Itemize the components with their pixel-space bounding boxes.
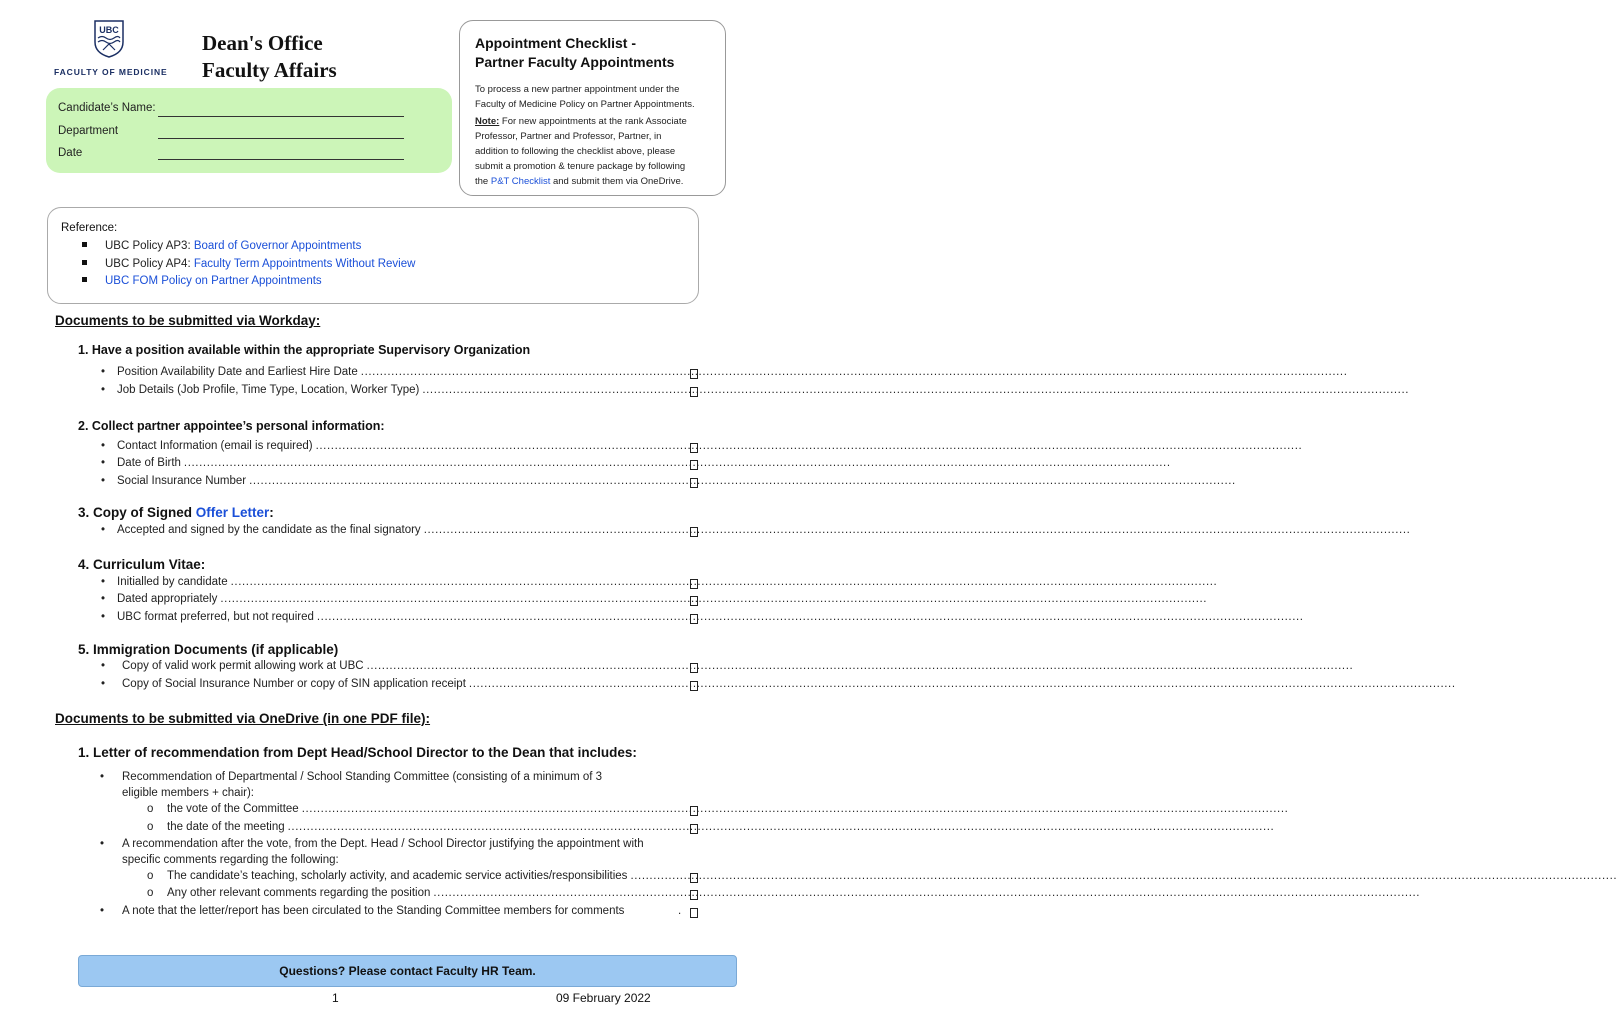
checklist-title <box>475 34 674 72</box>
checklist-item-text: Any other relevant comments regarding the position <box>167 887 431 899</box>
leader-dots: .................................................................................................................................................................................................................................................................... <box>316 611 1304 623</box>
checklist-item-text: Job Details (Job Profile, Time Type, Location, Worker Type) <box>117 384 420 396</box>
page-number: 1 <box>332 991 339 1005</box>
leader-dots: .................................................................................................................................................................................................................................................................... <box>433 887 1421 899</box>
candidate-name-label: Candidate’s Name: <box>58 102 156 114</box>
circle-bullet-icon: o <box>147 821 154 833</box>
leader-dots: .................................................................................................................................................................................................................................................................... <box>366 660 1354 672</box>
reference-prefix: UBC Policy AP3: <box>105 240 194 252</box>
checkbox[interactable] <box>690 460 698 470</box>
candidate-name-field[interactable] <box>158 115 404 117</box>
checkbox[interactable] <box>690 579 698 589</box>
checklist-item-text: the vote of the Committee <box>167 803 299 815</box>
checklist-item-text: the date of the meeting <box>167 821 285 833</box>
title-line-1: Dean's Office <box>202 31 323 55</box>
ap3-link[interactable]: Board of Governor Appointments <box>193 240 362 252</box>
bullet-icon: • <box>101 611 106 623</box>
document-date: 09 February 2022 <box>556 991 651 1005</box>
checklist-item-text: The candidate’s teaching, scholarly activity, and academic service activities/responsibilities <box>167 870 628 882</box>
checkbox[interactable] <box>690 890 698 900</box>
department-field[interactable] <box>158 137 404 139</box>
bullet-icon: • <box>101 576 106 588</box>
candidate-name-row <box>58 102 156 114</box>
date-row <box>58 147 82 159</box>
reference-item <box>82 275 322 287</box>
checkbox[interactable] <box>690 824 698 834</box>
onedrive-heading: Documents to be submitted via OneDrive (in one PDF file): <box>55 711 431 726</box>
department-label: Department <box>58 125 119 137</box>
leader-dots: .................................................................................................................................................................................................................................................................... <box>360 366 1348 378</box>
leader-dots: .................................................................................................................................................................................................................................................................... <box>422 384 1410 396</box>
checklist-item-text: Date of Birth <box>117 457 181 469</box>
logo-faculty: FACULTY OF MEDICINE <box>54 67 168 77</box>
leader-dots: .................................................................................................................................................................................................................................................................... <box>630 870 1617 882</box>
checklist-item-text: Contact Information (email is required) <box>117 440 313 452</box>
reference-item <box>82 258 415 270</box>
checkbox[interactable] <box>690 369 698 379</box>
bullet-icon: • <box>100 771 105 783</box>
checklist-note <box>475 114 719 189</box>
department-row <box>58 125 118 137</box>
leader-dots: .................................................................................................................................................................................................................................................................... <box>301 803 1289 815</box>
checkbox[interactable] <box>690 527 698 537</box>
bullet-icon: • <box>101 678 106 690</box>
checkbox[interactable] <box>690 387 698 397</box>
circle-bullet-icon: o <box>147 887 154 899</box>
logo-brand: UBC <box>99 25 119 35</box>
checkbox[interactable] <box>690 681 698 691</box>
checklist-item-text: Copy of valid work permit allowing work at UBC <box>122 660 364 672</box>
note-line-3: addition to following the checklist above, please <box>475 146 676 157</box>
checkbox[interactable] <box>690 478 698 488</box>
circle-bullet-icon: o <box>147 870 154 882</box>
checkbox[interactable] <box>690 443 698 453</box>
checklist-title-1: Appointment Checklist - <box>475 35 637 51</box>
bullet-icon: • <box>101 440 106 452</box>
bullet-icon: • <box>101 384 106 396</box>
leader-dots: . <box>678 905 682 917</box>
leader-dots: .................................................................................................................................................................................................................................................................... <box>249 475 1236 487</box>
square-bullet-icon <box>82 277 87 282</box>
intro-line-1: To process a new partner appointment under the <box>475 84 680 95</box>
b2-line-1: A recommendation after the vote, from the Dept. Head / School Director justifying the appointment with <box>122 838 644 850</box>
checklist-box <box>459 20 726 196</box>
note-line-5-pre: the <box>475 176 491 187</box>
leader-dots: .................................................................................................................................................................................................................................................................... <box>315 440 1303 452</box>
reference-title: Reference: <box>61 222 118 234</box>
bullet-icon: • <box>101 457 106 469</box>
candidate-form <box>46 88 452 173</box>
checklist-title-2: Partner Faculty Appointments <box>475 54 675 70</box>
reference-prefix: UBC Policy AP4: <box>105 258 194 270</box>
workday-section-3-title <box>78 505 274 520</box>
reference-box <box>47 207 699 304</box>
bullet-icon: • <box>100 838 105 850</box>
checklist-item-text: Initialled by candidate <box>117 576 228 588</box>
leader-dots: .................................................................................................................................................................................................................................................................... <box>183 457 1171 469</box>
leader-dots: .................................................................................................................................................................................................................................................................... <box>220 593 1208 605</box>
footer-contact: Questions? Please contact Faculty HR Team. <box>279 964 536 978</box>
pt-checklist-link[interactable]: P&T Checklist <box>490 176 551 187</box>
onedrive-section-1-title: 1. Letter of recommendation from Dept Head/School Director to the Dean that includes: <box>78 745 637 760</box>
offer-letter-link[interactable]: Offer Letter <box>195 505 270 520</box>
bullet-icon: • <box>101 593 106 605</box>
reference-item <box>82 240 361 252</box>
checklist-item-text: Social Insurance Number <box>117 475 247 487</box>
workday-section-1-title: 1. Have a position available within the appropriate Supervisory Organization <box>78 343 531 357</box>
leader-dots: .................................................................................................................................................................................................................................................................... <box>287 821 1275 833</box>
s3-title-post: : <box>269 505 274 520</box>
leader-dots: .................................................................................................................................................................................................................................................................... <box>423 524 1411 536</box>
page-title <box>202 30 337 84</box>
title-line-2: Faculty Affairs <box>202 58 337 82</box>
b2-line-2: specific comments regarding the following: <box>122 854 339 866</box>
date-label: Date <box>58 147 83 159</box>
checklist-intro <box>475 82 719 112</box>
checkbox[interactable] <box>690 663 698 673</box>
note-line-5-post: and submit them via OneDrive. <box>550 176 684 187</box>
s3-title-pre: 3. Copy of Signed <box>78 505 196 520</box>
note-label: Note: <box>475 116 500 127</box>
square-bullet-icon <box>82 242 87 247</box>
circle-bullet-icon: o <box>147 803 154 815</box>
workday-section-5-title: 5. Immigration Documents (if applicable) <box>78 642 339 657</box>
bullet-icon: • <box>101 366 106 378</box>
checkbox[interactable] <box>690 908 698 918</box>
workday-section-2-title: 2. Collect partner appointee’s personal information: <box>78 419 385 433</box>
fom-policy-link[interactable]: UBC FOM Policy on Partner Appointments <box>105 275 322 287</box>
b1-line-1: Recommendation of Departmental / School Standing Committee (consisting of a minimum of 3 <box>122 771 603 783</box>
b1-line-2: eligible members + chair): <box>122 787 254 799</box>
leader-dots: .................................................................................................................................................................................................................................................................... <box>468 678 1456 690</box>
checkbox[interactable] <box>690 873 698 883</box>
bullet-icon: • <box>101 524 106 536</box>
bullet-icon: • <box>101 475 106 487</box>
intro-line-2: Faculty of Medicine Policy on Partner Appointments. <box>475 99 695 110</box>
checkbox[interactable] <box>690 614 698 624</box>
square-bullet-icon <box>82 260 87 265</box>
workday-section-4-title: 4. Curriculum Vitae: <box>78 557 206 572</box>
leader-dots: .................................................................................................................................................................................................................................................................... <box>230 576 1218 588</box>
footer-bar <box>78 955 737 987</box>
date-field[interactable] <box>158 158 404 160</box>
workday-heading: Documents to be submitted via Workday: <box>55 313 321 328</box>
ubc-crest-logo <box>94 20 124 58</box>
bullet-icon: • <box>100 905 105 917</box>
checkbox[interactable] <box>690 806 698 816</box>
ap4-link[interactable]: Faculty Term Appointments Without Review <box>193 258 416 270</box>
bullet-icon: • <box>101 660 106 672</box>
checklist-item-text: Accepted and signed by the candidate as the final signatory <box>117 524 421 536</box>
note-line-4: submit a promotion & tenure package by following <box>475 161 686 172</box>
checklist-item-text: Copy of Social Insurance Number or copy of SIN application receipt <box>122 678 466 690</box>
checklist-item-text: UBC format preferred, but not required <box>117 611 314 623</box>
note-line-2: Professor, Partner and Professor, Partner, in <box>475 131 662 142</box>
checklist-item-text: Position Availability Date and Earliest Hire Date <box>117 366 358 378</box>
checklist-item-text: Dated appropriately <box>117 593 218 605</box>
b3-text: A note that the letter/report has been circulated to the Standing Committee members for comments <box>122 905 625 917</box>
checkbox[interactable] <box>690 596 698 606</box>
note-line-1: For new appointments at the rank Associate <box>499 116 687 127</box>
